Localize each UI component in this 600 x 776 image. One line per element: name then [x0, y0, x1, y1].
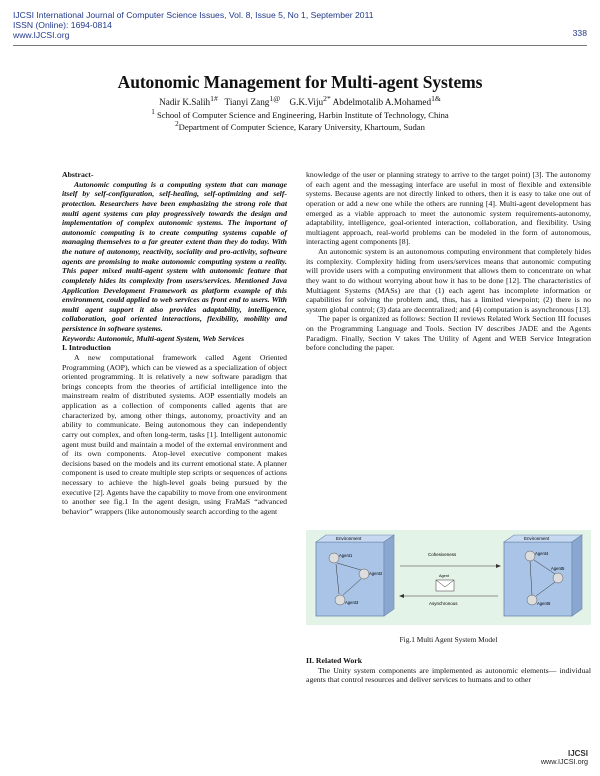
right-column-top: [306, 170, 591, 353]
agent-2-label: Agent2: [369, 571, 383, 576]
arrow-top-label: Cohesiveness: [428, 552, 457, 557]
message-envelope-icon: [436, 580, 454, 591]
author-line: [0, 94, 600, 107]
agent-4-node: [525, 551, 535, 561]
agent-4-label: Agent4: [535, 551, 549, 556]
agent-3-label: Agent3: [345, 600, 359, 605]
agent-2-node: [359, 569, 369, 579]
agent-1-label: Agent1: [339, 553, 353, 558]
section-heading-related-work: II. Related Work: [306, 656, 363, 665]
header-divider: [13, 45, 587, 46]
right-column-bottom: [306, 656, 591, 685]
multi-agent-figure: [306, 530, 591, 625]
author-sup: 1#: [210, 94, 218, 103]
abstract-text: Autonomic computing is a computing system that can manage itself by self-configuration, self-healing, self-optimizing and self-protection. Researchers have been emphasizing the strong role that multi agent systems can play progressively towards the design and implementation of complex autonomic systems. The important of autonomic computing is to create computing systems capable of managing themselves to a far greater extent than they do today. With the nature of autonomy, reactivity, sociality and pro-activity, software agents are promising to make autonomic computing system a reality. This paper mixed multi-agent system with autonomic feature that completely hides its complexity from users/services. Mentioned Java Application Development Framework as platform example of this environment, could applied to web services as front end to users. With multi agent support it also provides adaptability, intelligence, collaboration, goal oriented interactions, flexibility, mobility and persistence in software systems.: [62, 179, 287, 333]
agent-6-node: [527, 595, 537, 605]
affiliation-1: [0, 108, 600, 120]
author-sup: 1&: [431, 94, 441, 103]
author-name: Abdelmotalib A.Mohamed: [332, 97, 432, 108]
agent-1-node: [329, 553, 339, 563]
journal-website[interactable]: www.IJCSI.org: [13, 30, 70, 41]
paper-title: Autonomic Management for Multi-agent Systems: [117, 72, 483, 92]
footer: [508, 750, 588, 766]
env-left-label: Environment: [336, 536, 362, 541]
left-column: [62, 170, 287, 517]
paragraph: knowledge of the user or planning strategy to arrive to the target point) [3]. The autonomy of each agent and the messaging interface are useful in most of flexible and extensible systems. Because agents are not directly linked to others, then it is easy to take one out of operation or add a new one while the others are running [4]. Multi-agent development has emerged as a viable approach to meet the autonomic system requirements-autonomy, adaptability, intelligence, goal-oriented interaction, collaboration, and flexibility. Using multiagent approach, real-world problems can be modeled in the form of autonomous, interacting agent components [8].: [306, 170, 591, 247]
affiliation-text: Department of Computer Science, Karary University, Khartoum, Sudan: [178, 121, 425, 132]
agent-3-node: [335, 595, 345, 605]
keywords: Keywords: Autonomic, Multi-agent System, Web Services: [62, 333, 245, 343]
page-number: 338: [572, 28, 587, 38]
envelope-label: Agent: [439, 574, 449, 578]
paragraph: The Unity system components are implemented as autonomic elements— individual agents that control resources and deliver services to humans and to other: [306, 665, 591, 685]
abstract-heading: Abstract-: [62, 170, 94, 179]
journal-title: IJCSI International Journal of Computer Science Issues, Vol. 8, Issue 5, No 1, September 2011: [13, 10, 374, 20]
affiliation-sup: 2: [175, 120, 179, 128]
affiliation-2: [0, 120, 600, 132]
author-name: G.K.Viju: [289, 97, 324, 108]
figure-caption: Fig.1 Multi Agent System Model: [399, 635, 498, 644]
affiliation-text: School of Computer Science and Engineering, Harbin Institute of Technology, China: [156, 109, 449, 120]
agent-5-node: [553, 573, 563, 583]
ijcsi-logo: IJCSI: [567, 748, 588, 758]
env-right-label: Environment: [524, 536, 550, 541]
author-sup: 1@: [269, 94, 281, 103]
paragraph: The paper is organized as follows: Section II reviews Related Work Section III focuses on the Programming Language and Tools. Section IV describes JADE and the Agents Paradigm. Finally, Section V takes The Utility of Agent and WEB Service Integration before concluding the paper.: [306, 314, 591, 353]
author-name: Nadir K.Salih: [159, 97, 211, 108]
agent-5-label: Agent5: [551, 566, 565, 571]
author-name: Tianyi Zang: [224, 97, 270, 108]
journal-header: [13, 10, 374, 41]
agent-6-label: Agent6: [537, 601, 551, 606]
footer-website[interactable]: www.IJCSI.org: [540, 756, 588, 766]
author-sup: 2*: [323, 94, 331, 103]
paragraph: An autonomic system is an autonomous computing environment that completely hides its complexity. Complexity hiding from users/services means that autonomic computing will provide users with a computing environment that allows them to concentrate on what they want to do without worrying about how it has to be done [12]. The characteristics of Multiagent Systems (MASs) are that (1) each agent has incomplete information or capabilities for solving the problem and, thus, has a limited viewpoint; (2) there is no system global control; (3) data are decentralized; and (4) computation is asynchronous [13].: [306, 247, 591, 314]
section-heading-introduction: I. Introduction: [62, 343, 111, 353]
environment-left-side: [384, 535, 394, 616]
arrow-bottom-label: Asynchronous: [429, 601, 458, 606]
environment-right-side: [572, 535, 582, 616]
paragraph: A new computational framework called Agent Oriented Programming (AOP), which can be viewed as a specialization of object oriented programming. It is relatively a new software paradigm that brings concepts from the theories of artificial intelligence into the mainstream realm of distributed systems. AOP essentially models an application as a collection of components called agents that are characterized by, among other things, autonomy, proactivity and an ability to communicate. Being autonomous they can independently carry out complex, and often long-term, tasks [1]. Intelligent autonomic agent must build and maintain a model of the external environment and of its own components. Atop-level executive component makes decisions based on the models and its current emotional state. A planner component is used to create multiple step scripts or sequences of actions necessary to achieve the high-level goals being pursued by the executive [2]. Agents have the capability to move from one environment to another see fig.1 In the agent design, using FraMaS “advanced behavior” wrappers (like autonomously search according to the agent: [62, 352, 287, 516]
affiliation-sup: 1: [151, 108, 155, 116]
issn: ISSN (Online): 1694-0814: [13, 20, 112, 31]
